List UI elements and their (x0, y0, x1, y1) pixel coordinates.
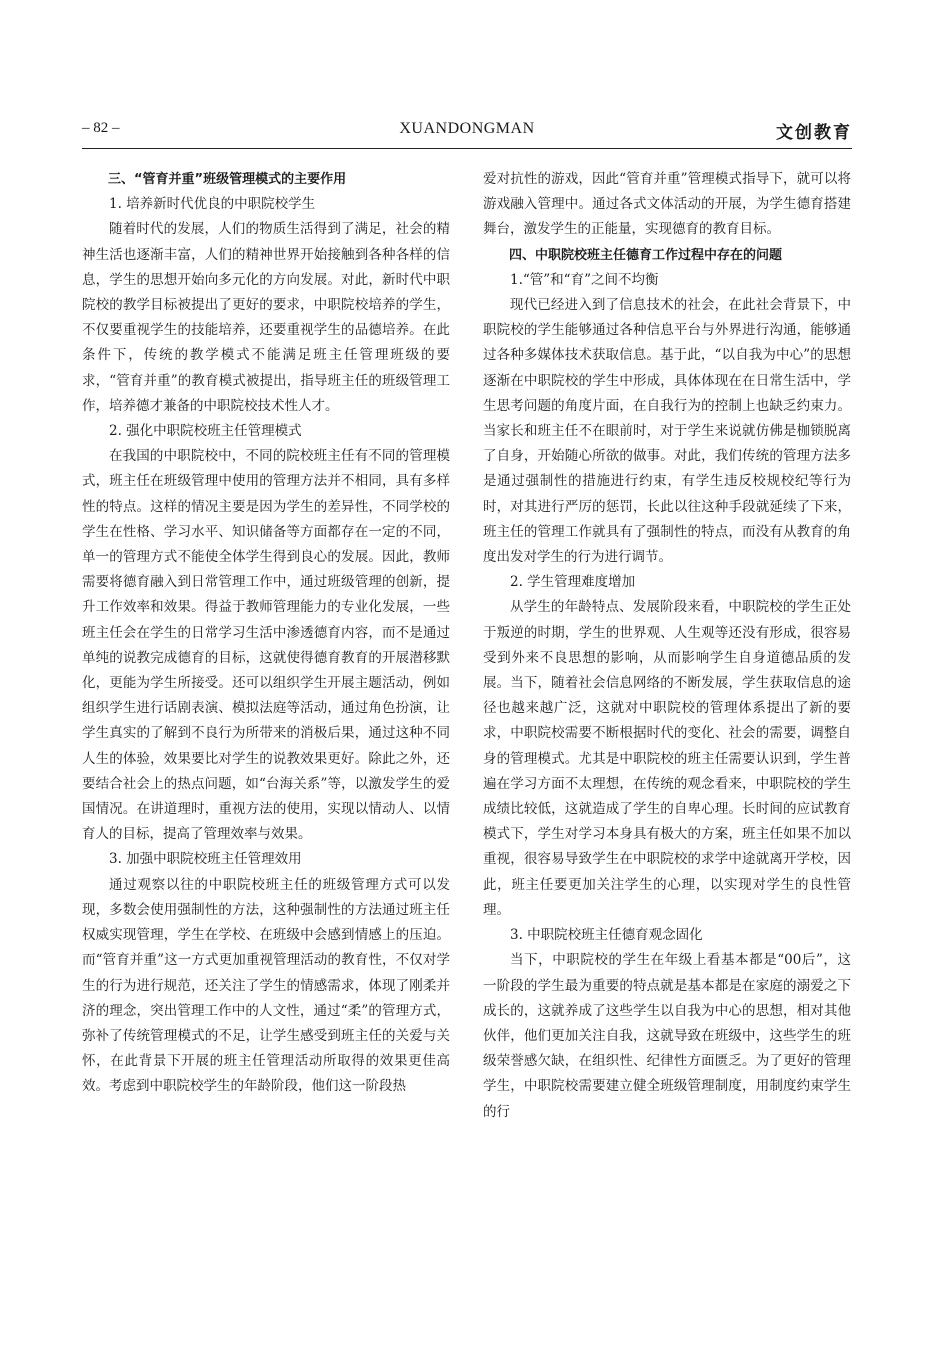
section-heading: 四、中职院校班主任德育工作过程中存在的问题 (509, 247, 783, 263)
paragraph: 随着时代的发展，人们的物质生活得到了满足，社会的精神生活也逐渐丰富，人们的精神世界开始接触到各种各样的信息，学生的思想开始向多元化的方向发展。对此，新时代中职院校的教学目标被提出了更好的要求，中职院校培养的学生，不仅要重视学生的技能培养，还要重视学生的品德培养。在此条件下，传统的教学模式不能满足班主任管理班级的要求，“管育并重”的教育模式被提出，指导班主任的班级管理工作，培养德才兼备的中职院校技术性人才。 (82, 221, 450, 414)
page-number: – 82 – (82, 120, 120, 136)
left-column (82, 167, 450, 1100)
subsection-heading: 3. 加强中职院校班主任管理效用 (109, 851, 302, 868)
subsection-heading: 1.“管”和“育”之间不均衡 (510, 271, 659, 288)
journal-brand: 文创教育 (776, 123, 852, 143)
paragraph: 从学生的年龄特点、发展阶段来看，中职院校的学生正处于叛逆的时期，学生的世界观、人生观等还没有形成，很容易受到外来不良思想的影响，从而影响学生自身道德品质的发展。当下，随着社会信息网络的不断发展，学生获取信息的途径也越来越广泛，这就对中职院校的管理体系提出了新的要求，中职院校需要不断根据时代的变化、社会的需要，调整自身的管理模式。尤其是中职院校的班主任需要认识到，学生普遍在学习方面不太理想，在传统的观念看来，中职院校的学生成绩比较低，这就造成了学生的自卑心理。长时间的应试教育模式下，学生对学习本身具有极大的方案，班主任如果不加以重视，很容易导致学生在中职院校的求学中途就离开学校，因此，班主任要更加关注学生的心理，以实现对学生的良性管理。 (483, 599, 851, 918)
subsection-heading: 2. 学生管理难度增加 (510, 574, 636, 591)
subsection-heading: 1. 培养新时代优良的中职院校学生 (109, 196, 316, 213)
paragraph: 现代已经进入到了信息技术的社会，在此社会背景下，中职院校的学生能够通过各种信息平台与外界进行沟通，能够通过各种多媒体技术获取信息。基于此，“以自我为中心”的思想逐渐在中职院校的学生中形成，具体体现在在日常生活中，学生思考问题的角度片面，在自我行为的控制上也缺乏约束力。当家长和班主任不在眼前时，对于学生来说就仿佛是枷锁脱离了自身，开始随心所欲的做事。对此，我们传统的管理方法多是通过强制性的措施进行约束，有学生违反校规校纪等行为时，对其进行严厉的惩罚，长此以往这种手段就延续了下来，班主任的管理工作就具有了强制性的特点，而没有从教育的角度出发对学生的行为进行调节。 (483, 297, 851, 566)
journal-name: XUANDONGMAN (399, 120, 535, 137)
paragraph: 当下，中职院校的学生在年级上看基本都是“00后”，这一阶段的学生最为重要的特点就是基本都是在家庭的溺爱之下成长的，这就养成了这些学生以自我为中心的思想，相对其他伙伴，他们更加关注自我，这就导致在班级中，这些学生的班级荣誉感欠缺，在组织性、纪律性方面匮乏。为了更好的管理学生，中职院校需要建立健全班级管理制度，用制度约束学生的行 (483, 952, 851, 1120)
subsection-heading: 3. 中职院校班主任德育观念固化 (510, 927, 703, 944)
section-heading: 三、“管育并重”班级管理模式的主要作用 (108, 172, 347, 187)
right-column (483, 167, 851, 1125)
paragraph-continued: 爱对抗性的游戏，因此“管育并重”管理模式指导下，就可以将游戏融入管理中。通过各式文体活动的开展，为学生德育搭建舞台，激发学生的正能量，实现德育的教育目标。 (483, 171, 851, 238)
paragraph: 通过观察以往的中职院校班主任的班级管理方式可以发现，多数会使用强制性的方法，这种强制性的方法通过班主任权威实现管理，学生在学校、在班级中会感到情感上的压迫。而“管育并重”这一方式更加重视管理活动的教育性，不仅对学生的行为进行规范，还关注了学生的情感需求，体现了刚柔并济的理念，突出管理工作中的人文性，通过“柔”的管理方式，弥补了传统管理模式的不足，让学生感受到班主任的关爱与关怀，在此背景下开展的班主任管理活动所取得的效果更佳高效。考虑到中职院校学生的年龄阶段，他们这一阶段热 (82, 876, 450, 1095)
running-header (82, 118, 852, 149)
subsection-heading: 2. 强化中职院校班主任管理模式 (109, 423, 302, 440)
paragraph: 在我国的中职院校中，不同的院校班主任有不同的管理模式，班主任在班级管理中使用的管理方法并不相同，具有多样性的特点。这样的情况主要是因为学生的差异性，不同学校的学生在性格、学习水平、知识储备等方面都存在一定的不同，单一的管理方式不能使全体学生得到良心的发展。因此，教师需要将德育融入到日常管理工作中，通过班级管理的创新，提升工作效率和效果。得益于教师管理能力的专业化发展，一些班主任会在学生的日常学习生活中渗透德育内容，而不是通过单纯的说教完成德育的目标，这就使得德育教育的开展潜移默化，更能为学生所接受。还可以组织学生开展主题活动，例如组织学生进行话剧表演、模拟法庭等活动，通过角色扮演，让学生真实的了解到不良行为所带来的消极后果，通过这种不同人生的体验，效果要比对学生的说教效果更好。除此之外，还要结合社会上的热点问题，如“台海关系”等，以激发学生的爱国情况。在讲道理时，重视方法的使用，实现以情动人、以情育人的目标，提高了管理效率与效果。 (82, 448, 450, 843)
